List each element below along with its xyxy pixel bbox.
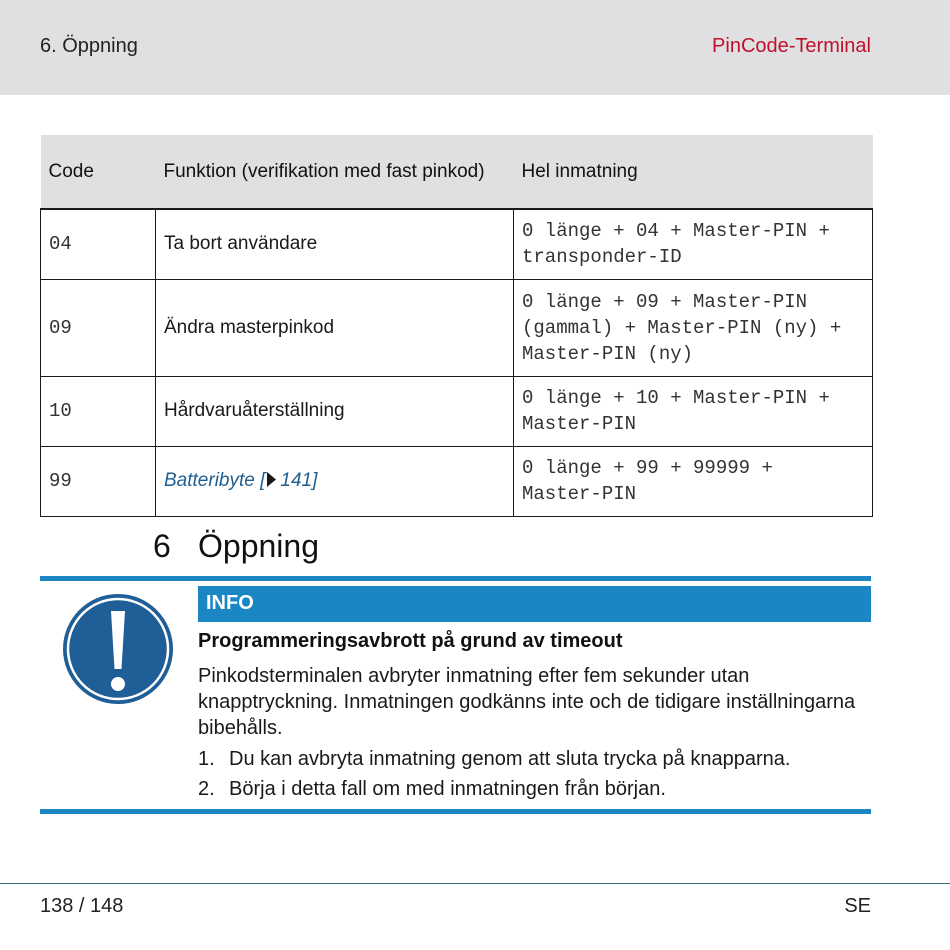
input-cell: 0 länge + 10 + Master-PIN + Master-PIN	[514, 376, 873, 446]
info-top-rule	[40, 576, 871, 581]
column-header-input: Hel inmatning	[514, 135, 873, 209]
function-cell	[156, 446, 514, 516]
chapter-heading	[153, 528, 319, 565]
step-number: 2.	[198, 778, 215, 800]
steps-list	[198, 744, 790, 804]
chapter-number: 6	[153, 528, 171, 564]
table-row	[41, 376, 873, 446]
table-header-row	[41, 135, 873, 209]
link-page: 141]	[280, 470, 318, 491]
triangle-right-icon	[266, 472, 277, 487]
step-text: Börja i detta fall om med inmatningen från början.	[229, 778, 666, 800]
link-text: Batteribyte [	[164, 470, 266, 491]
info-heading: Programmeringsavbrott på grund av timeout	[198, 630, 623, 652]
table-row	[41, 209, 873, 279]
footer-divider	[0, 883, 950, 884]
code-table	[40, 135, 873, 517]
input-cell: 0 länge + 09 + Master-PIN (gammal) + Master-PIN (ny) + Master-PIN (ny)	[514, 279, 873, 376]
function-cell: Ändra masterpinkod	[156, 279, 514, 376]
function-cell: Ta bort användare	[156, 209, 514, 279]
step-text: Du kan avbryta inmatning genom att sluta trycka på knapparna.	[229, 748, 791, 770]
code-cell: 09	[41, 279, 156, 376]
code-cell: 10	[41, 376, 156, 446]
info-label-bar	[198, 586, 871, 622]
function-cell: Hårdvaruåterställning	[156, 376, 514, 446]
info-label: INFO	[206, 592, 254, 614]
code-cell: 99	[41, 446, 156, 516]
input-cell: 0 länge + 04 + Master-PIN + transponder-ID	[514, 209, 873, 279]
table-row	[41, 279, 873, 376]
column-header-function: Funktion (verifikation med fast pinkod)	[156, 135, 514, 209]
code-cell: 04	[41, 209, 156, 279]
language-code: SE	[844, 895, 871, 917]
page-header	[0, 0, 950, 95]
column-header-code: Code	[41, 135, 156, 209]
list-item	[198, 744, 790, 774]
info-bottom-rule	[40, 809, 871, 814]
info-body: Pinkodsterminalen avbryter inmatning efter fem sekunder utan knapptryckning. Inmatningen godkänns inte och de tidigare inställningarna bibehålls.	[198, 665, 856, 739]
step-number: 1.	[198, 748, 215, 770]
input-cell: 0 länge + 99 + 99999 + Master-PIN	[514, 446, 873, 516]
list-item	[198, 774, 790, 804]
section-title: 6. Öppning	[40, 35, 138, 57]
chapter-title: Öppning	[198, 528, 319, 564]
table-row	[41, 446, 873, 516]
product-name: PinCode-Terminal	[712, 35, 871, 57]
battery-change-link[interactable]	[164, 470, 317, 491]
page-number: 138 / 148	[40, 895, 124, 917]
exclamation-icon	[62, 593, 174, 705]
